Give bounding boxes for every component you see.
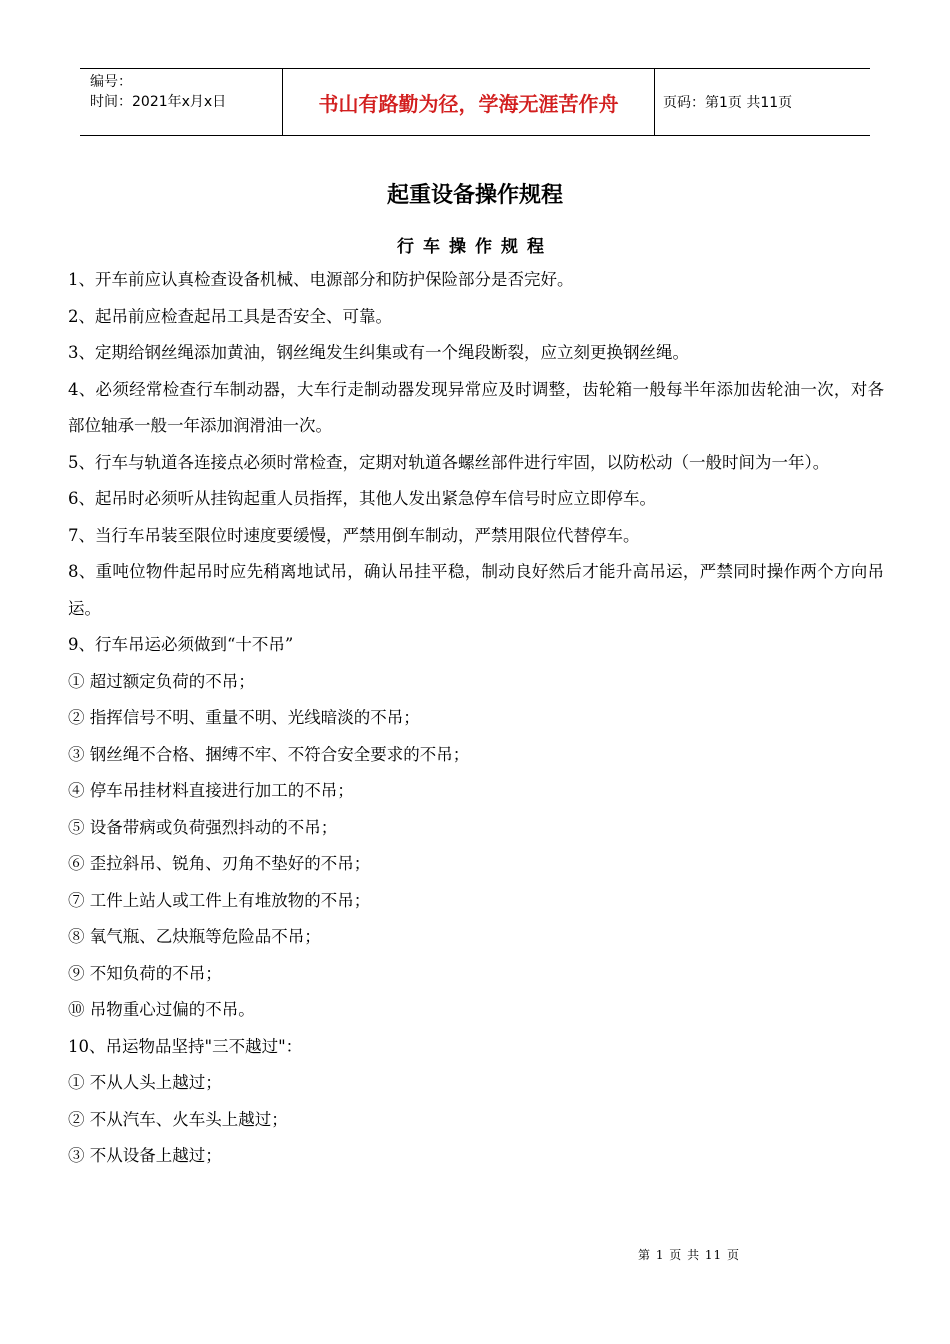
list-item: ② 不从汽车、火车头上越过；: [68, 1109, 288, 1129]
list-item: ③ 不从设备上越过；: [68, 1146, 222, 1165]
paragraph: 3、定期给钢丝绳添加黄油，钢丝绳发生纠集或有一个绳段断裂，应立刻更换钢丝绳。: [68, 343, 689, 362]
header-motto-cell: [282, 69, 655, 135]
document-time-label: 时间：2021年x月x日: [90, 94, 227, 110]
document-title: 起重设备操作规程: [386, 183, 563, 208]
header-motto: 书山有路勤为径，学海无涯苦作舟: [318, 91, 619, 116]
paragraph: 4、必须经常检查行车制动器，大车行走制动器发现异常应及时调整，齿轮箱一般每半年添加齿轮油一次，对各部位轴承一般一年添加润滑油一次。: [68, 379, 884, 435]
header-table: [80, 68, 870, 136]
paragraph: 5、行车与轨道各连接点必须时常检查，定期对轨道各螺丝部件进行牢固，以防松动（一般时间为一年）。: [68, 452, 830, 472]
list-item: ⑩ 吊物重心过偏的不吊。: [68, 1000, 255, 1019]
list-item: ② 指挥信号不明、重量不明、光线暗淡的不吊；: [68, 708, 420, 727]
paragraph: 6、起吊时必须听从挂钩起重人员指挥，其他人发出紧急停车信号时应立即停车。: [68, 489, 656, 508]
list-item: ⑥ 歪拉斜吊、锐角、刃角不垫好的不吊；: [68, 854, 371, 873]
list-item: ⑨ 不知负荷的不吊；: [68, 963, 222, 983]
list-item: ① 超过额定负荷的不吊；: [68, 671, 255, 691]
section-subtitle: 行车操作规程: [397, 237, 553, 257]
document-body: [68, 262, 884, 1175]
paragraph: 8、重吨位物件起吊时应先稍离地试吊，确认吊挂平稳，制动良好然后才能升高吊运，严禁同时操作两个方向吊运。: [68, 562, 884, 618]
list-item: ⑧ 氧气瓶、乙炔瓶等危险品不吊；: [68, 927, 321, 946]
list-item: ① 不从人头上越过；: [68, 1073, 222, 1092]
page-footer: 第 1 页 共 11 页: [638, 1248, 740, 1262]
paragraph: 7、当行车吊装至限位时速度要缓慢，严禁用倒车制动，严禁用限位代替停车。: [68, 525, 640, 545]
paragraph: 2、起吊前应检查起吊工具是否安全、可靠。: [68, 306, 392, 326]
list-item: ④ 停车吊挂材料直接进行加工的不吊；: [68, 781, 354, 800]
paragraph: 10、吊运物品坚持"三不越过"：: [68, 1036, 303, 1056]
list-item: ③ 钢丝绳不合格、捆缚不牢、不符合安全要求的不吊；: [68, 744, 470, 764]
header-page-info: 页码：第1页 共11页: [663, 95, 793, 111]
header-left-cell: [80, 69, 282, 135]
header-page-cell: [655, 69, 870, 135]
paragraph: 9、行车吊运必须做到“十不吊”: [68, 635, 294, 654]
document-number-label: 编号：: [90, 74, 132, 90]
list-item: ⑤ 设备带病或负荷强烈抖动的不吊；: [68, 817, 338, 837]
list-item: ⑦ 工件上站人或工件上有堆放物的不吊；: [68, 890, 371, 910]
paragraph: 1、开车前应认真检查设备机械、电源部分和防护保险部分是否完好。: [68, 270, 574, 289]
